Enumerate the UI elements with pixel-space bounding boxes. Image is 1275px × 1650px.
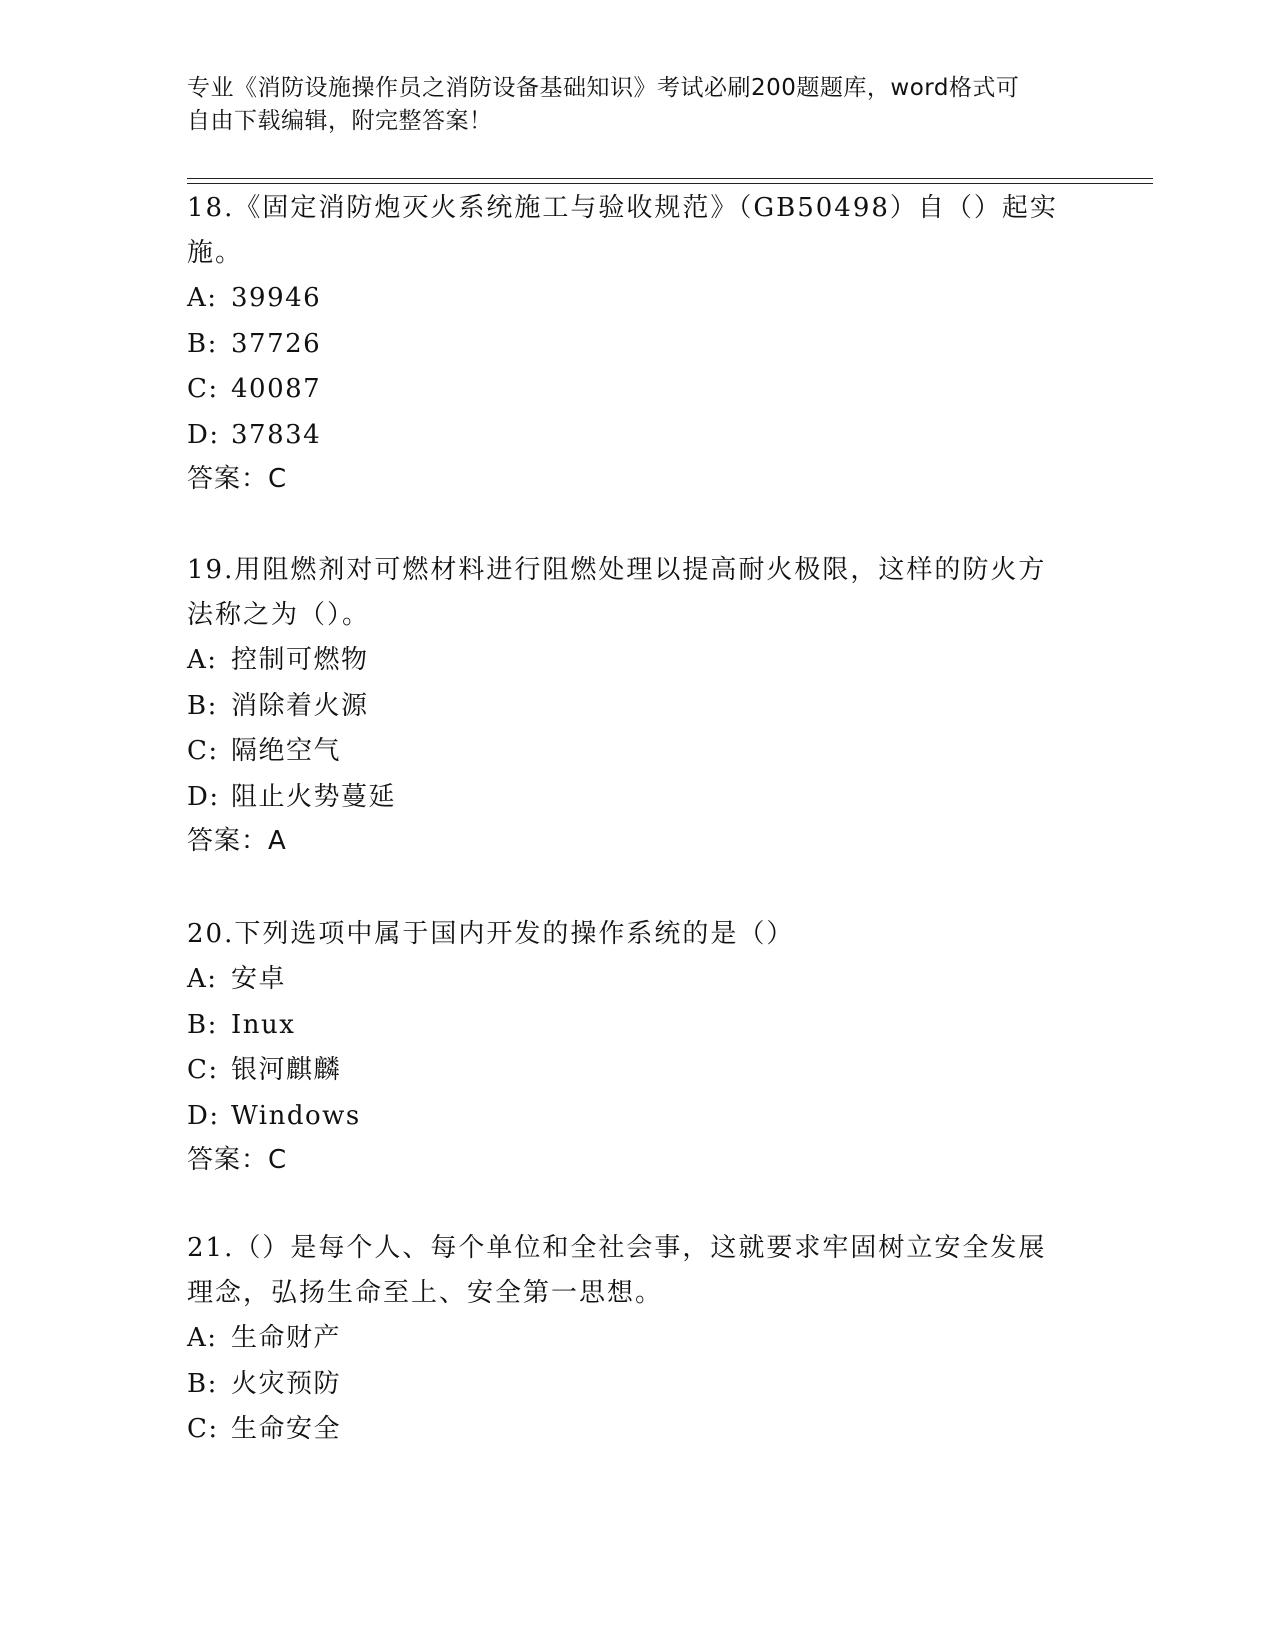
question-20 <box>187 912 1067 1181</box>
option-b <box>187 1003 1067 1049</box>
option-letter: D: <box>187 419 220 450</box>
option-c <box>187 1048 1067 1094</box>
option-d <box>187 775 1067 821</box>
question-21 <box>187 1226 1067 1453</box>
option-b <box>187 684 1067 730</box>
document-intro <box>187 72 1067 138</box>
header-divider <box>187 178 1153 184</box>
option-d <box>187 1094 1067 1140</box>
option-letter: A: <box>187 964 218 994</box>
option-a <box>187 276 1067 322</box>
option-a <box>187 638 1067 684</box>
option-letter: B: <box>187 1368 218 1399</box>
option-text: 阻止火势蔓延 <box>231 781 397 812</box>
answer-text: 答案：A <box>187 826 287 856</box>
option-text: Windows <box>231 1100 361 1131</box>
option-text: Inux <box>231 1009 296 1040</box>
question-stem: 21.（）是每个人、每个单位和全社会事，这就要求牢固树立安全发展理念，弘扬生命至上、安全第一思想。 <box>187 1233 1047 1308</box>
option-letter: C: <box>187 1055 219 1085</box>
option-c <box>187 729 1067 775</box>
option-text: 37834 <box>231 419 322 450</box>
answer-text: 答案：C <box>187 464 288 494</box>
option-text: 37726 <box>231 328 322 359</box>
option-letter: C: <box>187 1414 219 1444</box>
option-text: 银河麒麟 <box>231 1055 342 1085</box>
question-19 <box>187 548 1067 862</box>
option-b <box>187 1362 1067 1408</box>
option-letter: D: <box>187 1100 220 1131</box>
option-text: 消除着火源 <box>231 690 369 721</box>
question-stem: 18.《固定消防炮灭火系统施工与验收规范》（GB50498）自（）起实施。 <box>187 193 1058 268</box>
option-c <box>187 367 1067 413</box>
question-stem: 19.用阻燃剂对可燃材料进行阻燃处理以提高耐火极限，这样的防火方法称之为（）。 <box>187 555 1047 630</box>
option-a <box>187 957 1067 1003</box>
option-letter: A: <box>187 1323 218 1353</box>
option-letter: B: <box>187 328 218 359</box>
question-stem: 20.下列选项中属于国内开发的操作系统的是（） <box>187 919 795 949</box>
option-b <box>187 322 1067 368</box>
option-letter: D: <box>187 781 220 812</box>
option-letter: A: <box>187 645 218 675</box>
option-d <box>187 413 1067 459</box>
option-text: 40087 <box>231 374 322 404</box>
option-letter: B: <box>187 690 218 721</box>
intro-line-2: 自由下载编辑，附完整答案！ <box>187 108 493 134</box>
option-letter: C: <box>187 736 219 766</box>
option-text: 生命财产 <box>231 1323 342 1353</box>
option-letter: C: <box>187 374 219 404</box>
option-text: 生命安全 <box>231 1414 342 1444</box>
option-text: 隔绝空气 <box>231 736 342 766</box>
option-text: 安卓 <box>231 964 287 994</box>
question-18 <box>187 186 1067 500</box>
answer-text: 答案：C <box>187 1145 288 1175</box>
option-text: 火灾预防 <box>231 1368 342 1399</box>
option-letter: B: <box>187 1009 218 1040</box>
option-text: 控制可燃物 <box>231 645 369 675</box>
intro-line-1: 专业《消防设施操作员之消防设备基础知识》考试必刷200题题库，word格式可 <box>187 75 1020 101</box>
option-c <box>187 1407 1067 1453</box>
option-text: 39946 <box>231 283 322 313</box>
option-letter: A: <box>187 283 218 313</box>
option-a <box>187 1316 1067 1362</box>
